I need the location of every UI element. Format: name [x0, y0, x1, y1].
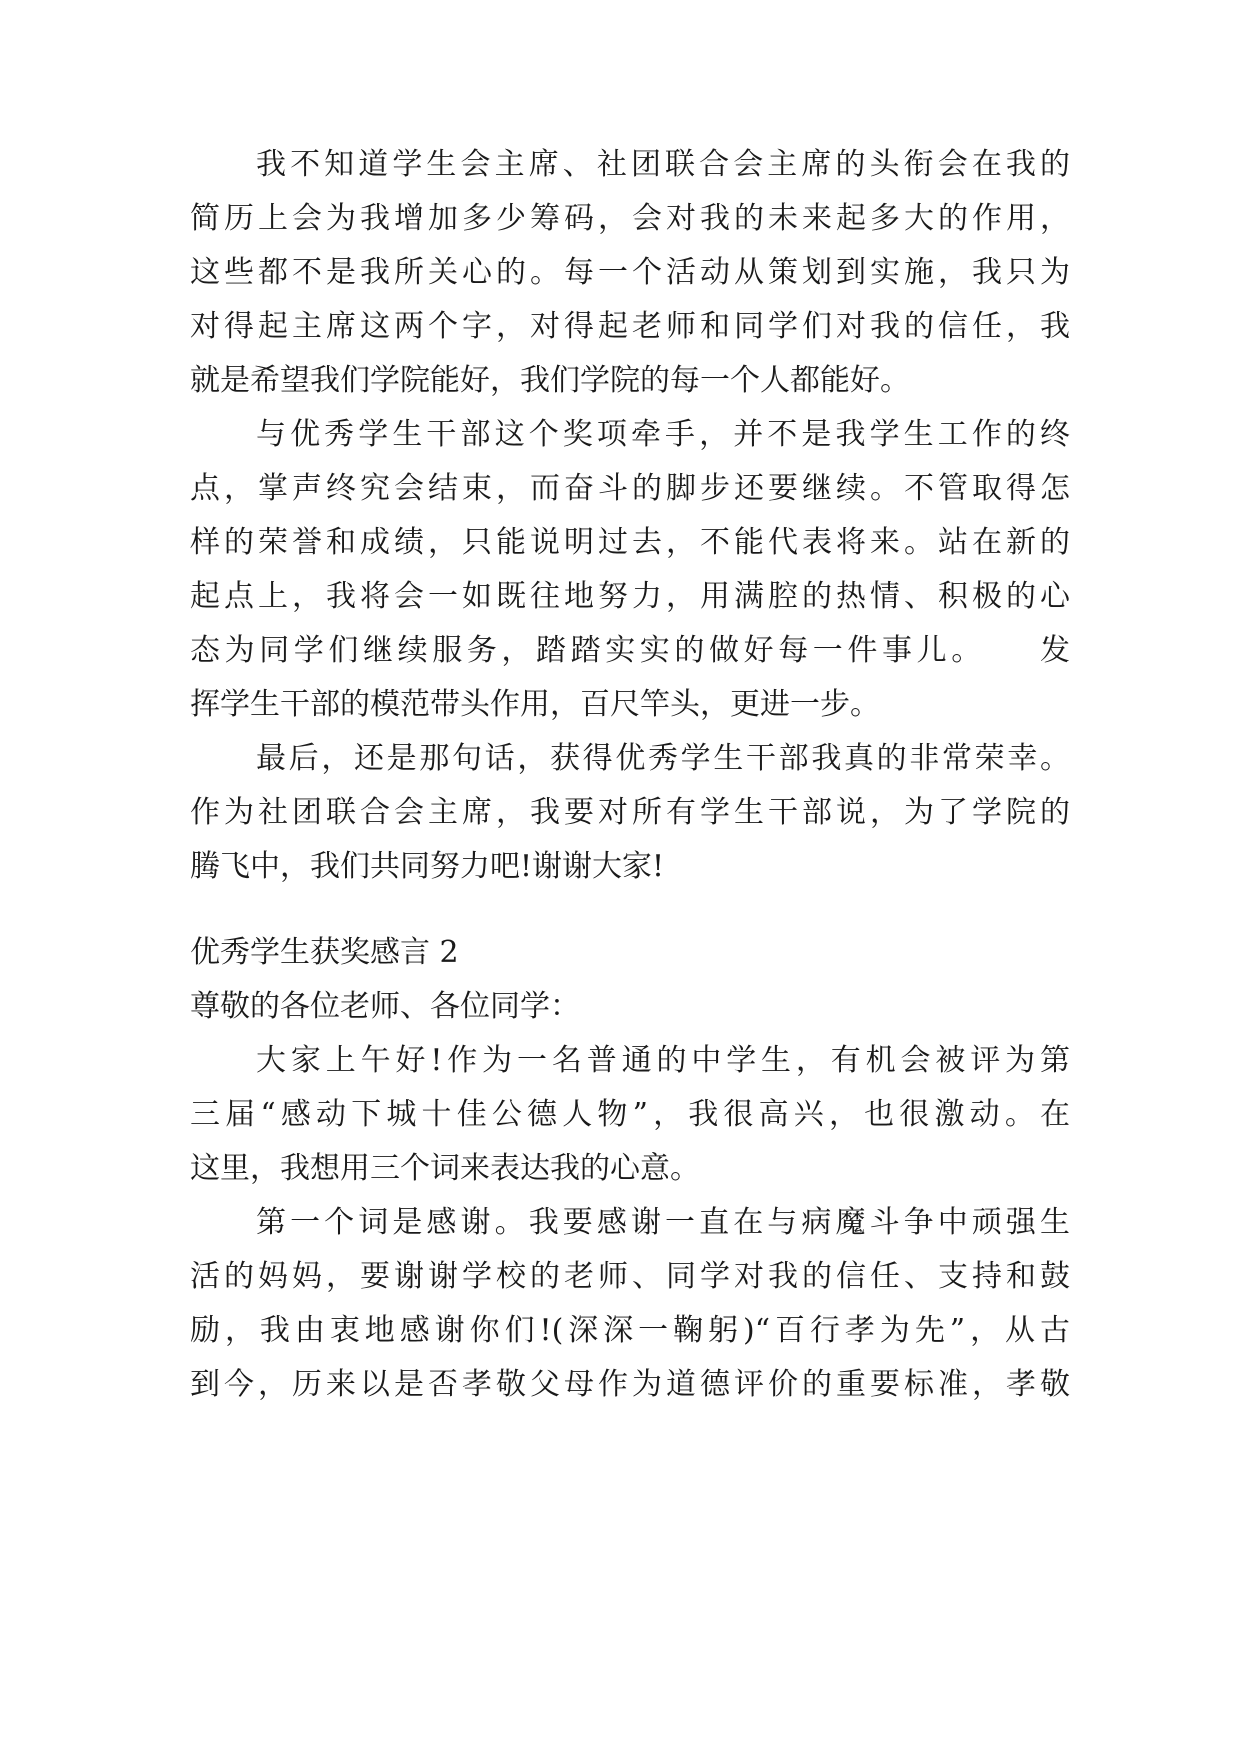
paragraph-line: 点，掌声终究会结束，而奋斗的脚步还要继续。不管取得怎 [190, 471, 1070, 506]
paragraph-line: 与优秀学生干部这个奖项牵手，并不是我学生工作的终 [256, 417, 1070, 452]
paragraph-line: 腾飞中，我们共同努力吧!谢谢大家! [190, 849, 665, 884]
paragraph-line: 这里，我想用三个词来表达我的心意。 [190, 1151, 700, 1186]
paragraph-line: 简历上会为我增加多少筹码，会对我的未来起多大的作用， [190, 201, 1070, 236]
paragraph-line: 起点上，我将会一如既往地努力，用满腔的热情、积极的心 [190, 579, 1070, 614]
paragraph-line: 态为同学们继续服务，踏踏实实的做好每一件事儿。 发 [190, 633, 1070, 668]
salutation: 尊敬的各位老师、各位同学： [190, 989, 580, 1024]
paragraph-line: 挥学生干部的模范带头作用，百尺竿头，更进一步。 [190, 687, 880, 722]
paragraph-line: 对得起主席这两个字，对得起老师和同学们对我的信任，我 [190, 309, 1070, 344]
paragraph-line: 第一个词是感谢。我要感谢一直在与病魔斗争中顽强生 [256, 1205, 1070, 1240]
section-title: 优秀学生获奖感言 2 [190, 935, 459, 970]
paragraph-line: 活的妈妈，要谢谢学校的老师、同学对我的信任、支持和鼓 [190, 1259, 1070, 1294]
paragraph-line: 就是希望我们学院能好，我们学院的每一个人都能好。 [190, 363, 910, 398]
paragraph-line: 到今，历来以是否孝敬父母作为道德评价的重要标准，孝敬 [190, 1367, 1070, 1402]
paragraph-line: 样的荣誉和成绩，只能说明过去，不能代表将来。站在新的 [190, 525, 1070, 560]
paragraph-line: 这些都不是我所关心的。每一个活动从策划到实施，我只为 [190, 255, 1070, 290]
paragraph-line: 最后，还是那句话，获得优秀学生干部我真的非常荣幸。 [256, 741, 1070, 776]
paragraph-line: 作为社团联合会主席，我要对所有学生干部说，为了学院的 [190, 795, 1070, 830]
paragraph-line: 三届“感动下城十佳公德人物”，我很高兴，也很激动。在 [190, 1097, 1070, 1132]
paragraph-line: 我不知道学生会主席、社团联合会主席的头衔会在我的 [256, 147, 1070, 182]
paragraph-line: 励，我由衷地感谢你们!(深深一鞠躬)“百行孝为先”，从古 [190, 1313, 1070, 1348]
paragraph-line: 大家上午好!作为一名普通的中学生，有机会被评为第 [256, 1043, 1070, 1078]
